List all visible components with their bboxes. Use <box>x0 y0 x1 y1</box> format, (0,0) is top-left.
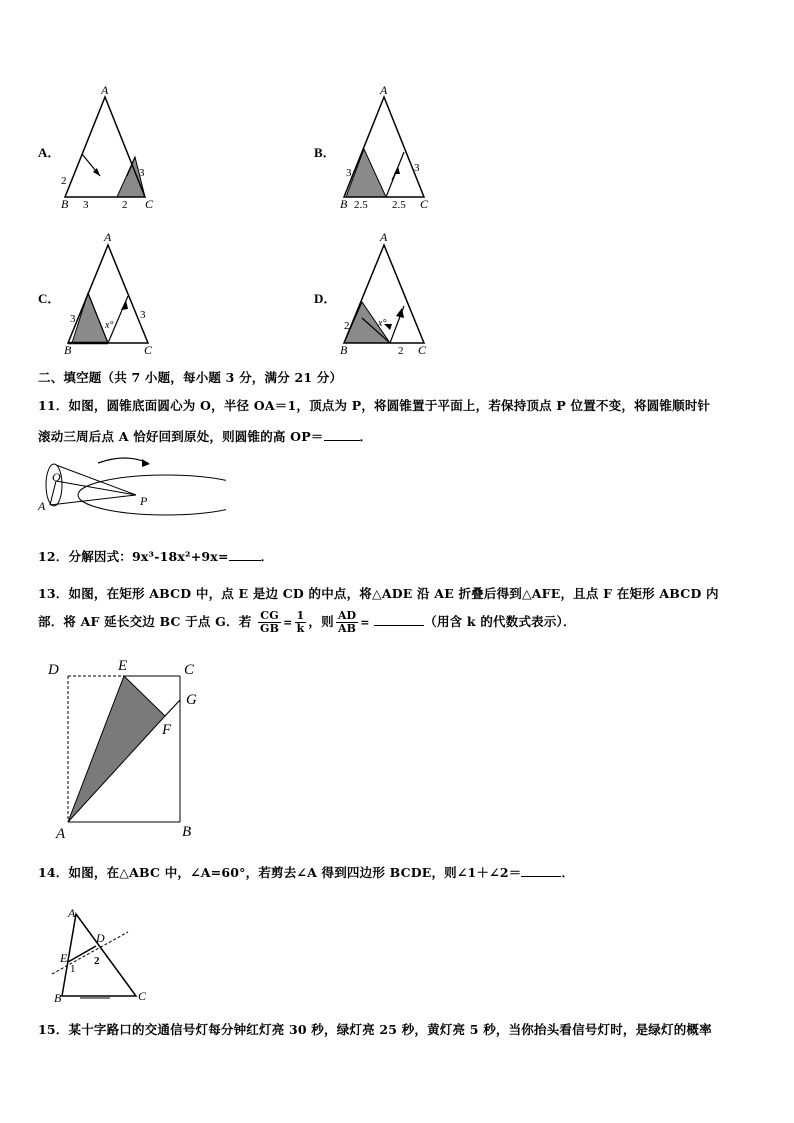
vertex-c: C <box>144 343 153 357</box>
fraction-1-k <box>295 610 307 635</box>
question-13-text-a: 部．将 AF 延长交边 BC 于点 G．若 <box>38 614 252 629</box>
question-13-rectangle-figure <box>44 656 214 842</box>
point-o: O <box>52 470 61 484</box>
question-13-line-2 <box>38 610 576 635</box>
angle-1-label: 1 <box>70 963 76 975</box>
point-a: A <box>68 906 76 920</box>
point-f: F <box>162 722 172 738</box>
base-right-length: 2 <box>122 199 128 211</box>
side-left-length: 2 <box>61 175 67 187</box>
base-right-length: 2.5 <box>392 199 406 211</box>
period: ． <box>561 865 575 880</box>
option-c-figure <box>58 230 163 358</box>
question-11-line-1: 11．如图，圆锥底面圆心为 O，半径 OA＝1，顶点为 P，将圆锥置于平面上，若保持顶点 P 位置不变，将圆锥顺时针 <box>38 398 711 413</box>
point-c: C <box>138 989 147 1003</box>
vertex-a: A <box>380 84 388 97</box>
answer-blank-14[interactable] <box>521 876 561 877</box>
base-left-length: 3 <box>83 199 89 211</box>
base-right-length: 2 <box>398 345 404 357</box>
equals: = <box>283 616 293 629</box>
answer-blank-11[interactable] <box>324 440 360 441</box>
equals: = <box>360 616 370 629</box>
numerator: AD <box>337 609 357 622</box>
vertex-b: B <box>64 343 72 357</box>
vertex-a: A <box>101 84 109 97</box>
question-14-triangle-figure <box>50 904 160 1004</box>
question-11-cone-figure <box>36 455 226 517</box>
question-15: 15．某十字路口的交通信号灯每分钟红灯亮 30 秒，绿灯亮 25 秒，黄灯亮 5 秒，当你抬头看信号灯时，是绿灯的概率 <box>38 1022 712 1037</box>
side-left-length: 2 <box>344 320 350 332</box>
vertex-c: C <box>145 197 154 211</box>
vertex-c: C <box>418 343 427 357</box>
vertex-c: C <box>420 197 429 211</box>
question-11-text: 滚动三周后点 A 恰好回到原处，则圆锥的高 OP＝ <box>38 429 324 444</box>
point-g: G <box>186 692 197 708</box>
vertex-b: B <box>340 197 348 211</box>
option-a-figure <box>55 84 160 212</box>
question-14-text: 14．如图，在△ABC 中，∠A=60°，若剪去∠A 得到四边形 BCDE，则∠1＋∠2＝ <box>38 865 522 880</box>
question-13-line-1: 13．如图，在矩形 ABCD 中，点 E 是边 CD 的中点，将△ADE 沿 AE 折叠后得到△AFE，且点 F 在矩形 ABCD 内 <box>38 586 719 601</box>
angle-x-label: x° <box>378 318 387 329</box>
point-a: A <box>38 499 46 513</box>
option-a-label: A． <box>38 145 61 160</box>
point-b: B <box>182 824 192 840</box>
section-title: 二、填空题（共 7 小题，每小题 3 分，满分 21 分） <box>38 370 343 385</box>
point-c: C <box>184 662 195 678</box>
point-d: D <box>96 931 105 945</box>
side-left-length: 3 <box>346 167 352 179</box>
vertex-b: B <box>61 197 69 211</box>
question-13-text-b: ，则 <box>308 614 334 629</box>
base-left-length: 2.5 <box>354 199 368 211</box>
side-right-length: 3 <box>414 162 420 174</box>
option-b-figure <box>334 84 439 212</box>
point-e: E <box>118 658 128 674</box>
vertex-a: A <box>104 230 112 244</box>
answer-blank-13[interactable] <box>374 625 424 626</box>
option-c-label: C． <box>38 291 61 306</box>
vertex-b: B <box>340 343 348 357</box>
option-b-label: B． <box>314 145 336 160</box>
answer-blank-12[interactable] <box>229 560 261 561</box>
point-b: B <box>54 991 62 1004</box>
denominator: AB <box>337 622 357 635</box>
denominator: k <box>296 622 305 635</box>
side-left-length: 3 <box>70 313 76 325</box>
question-11-line-2 <box>38 427 372 445</box>
angle-x-label: x° <box>105 320 114 331</box>
point-p: P <box>140 494 148 508</box>
fraction-cg-gb <box>258 610 281 635</box>
angle-2-label: 2 <box>94 955 100 967</box>
numerator: 1 <box>296 609 305 622</box>
point-e: E <box>60 951 68 965</box>
period: ． <box>260 549 274 564</box>
option-d-figure <box>334 230 439 358</box>
option-d-label: D． <box>314 291 337 306</box>
denominator: GB <box>260 622 280 635</box>
side-right-length: 3 <box>140 309 146 321</box>
folded-triangle-afe <box>68 676 165 822</box>
question-12 <box>38 547 273 565</box>
point-a: A <box>56 826 66 842</box>
vertex-a: A <box>380 230 388 244</box>
question-12-text: 12．分解因式：9x³-18x²+9x= <box>38 549 229 564</box>
question-13-text-c: （用含 k 的代数式表示）． <box>424 614 576 629</box>
numerator: CG <box>258 610 281 623</box>
option-b-shaded-triangle <box>346 149 386 197</box>
period: ． <box>359 429 373 444</box>
point-d: D <box>48 662 59 678</box>
fraction-ad-ab <box>336 610 358 635</box>
question-14 <box>38 863 574 881</box>
side-right-length: 3 <box>139 167 145 179</box>
